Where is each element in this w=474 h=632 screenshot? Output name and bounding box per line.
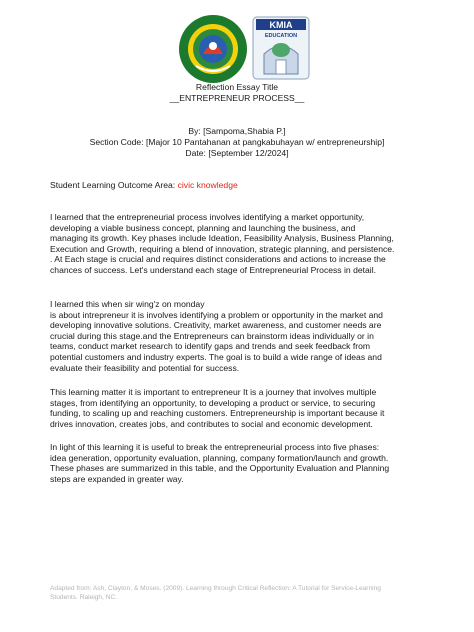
learning-outcome-line	[50, 180, 426, 191]
author-line: By: [Sampoma,Shabia P.]	[188, 126, 286, 136]
text-line: evaluate their feasibility and potential for success.	[50, 362, 240, 373]
text-line: is about intrepreneur it is involves identifying a problem or opportunity in the market and	[50, 309, 383, 320]
paragraph-learned	[50, 299, 426, 373]
paragraph-phases	[50, 442, 426, 484]
text-line: I learned that the entrepreneurial process involves identifying a market opportunity,	[50, 212, 365, 222]
text-line: teams, conduct market research to identify gaps and trends and seek feedback from	[50, 341, 371, 352]
text-line: idea generation, opportunity evaluation, planning, company formation/launch and growth.	[50, 452, 389, 463]
outcome-value: civic knowledge	[177, 180, 238, 190]
text-line: crucial during this stage.and the Entrepreneurs can brainstorm ideas individually or in	[50, 330, 374, 341]
text-line: I learned this when sir wing'z on monday	[50, 299, 205, 309]
text-line: developing innovative solutions. Creativity, market awareness, and customer needs are	[50, 320, 382, 331]
text-line: funding, to scaling up and reaching customers. Entrepreneurship is important because it	[50, 408, 385, 419]
text-line: chances of success. Let's understand each stage of Entrepreneurial Process in detail.	[50, 264, 377, 275]
citation-line: Adapted from: Ash, Clayton, & Moses. (2009). Learning through Critical Reflection: A Tutorial for Service-Learning	[50, 585, 381, 592]
outcome-label: Student Learning Outcome Area:	[50, 180, 178, 190]
kmia-logo	[252, 16, 310, 80]
essay-topic: __ENTREPRENEUR PROCESS__	[169, 93, 305, 103]
text-line: managing its growth. Key phases include Ideation, Feasibility Analysis, Business Planning,	[50, 233, 394, 244]
school-seal-logo	[178, 14, 248, 84]
text-line: developing a viable business concept, planning and launching the business, and	[50, 222, 356, 233]
text-line: This learning matter it is important to entrepreneur It is a journey that involves multiple	[50, 387, 377, 397]
kmia-logo-sub: EDUCATION	[264, 33, 298, 39]
paragraph-importance	[50, 387, 426, 429]
text-line: steps are expanded in greater way.	[50, 473, 184, 484]
kmia-logo-name: KMIA	[269, 20, 293, 30]
citation-footer	[50, 584, 450, 602]
text-line: drives innovation, creates jobs, and contributes to social and economic development.	[50, 418, 373, 429]
essay-title-label: Reflection Essay Title	[195, 82, 279, 92]
text-line: stages, from identifying an opportunity, to developing a product or service, to securing	[50, 397, 376, 408]
text-line: These phases are summarized in this table, and the Opportunity Evaluation and Planning	[50, 463, 390, 474]
date-line: Date: [September 12/2024]	[185, 148, 289, 158]
text-line: . At Each stage is crucial and requires distinct considerations and actions to increase the	[50, 254, 386, 265]
text-line: Execution and Growth, requiring a blend of innovation, strategic planning, and persistence.	[50, 243, 395, 254]
section-code-line: Section Code: [Major 10 Pantahanan at pangkabuhayan w/ entrepreneurship]	[89, 137, 385, 147]
citation-line: Students. Raleigh, NC.	[50, 594, 118, 601]
text-line: potential customers and industry experts. The goal is to build a wide range of ideas and	[50, 351, 382, 362]
text-line: In light of this learning it is useful to break the entrepreneurial process into five phases:	[50, 442, 380, 452]
paragraph-intro	[50, 212, 426, 276]
